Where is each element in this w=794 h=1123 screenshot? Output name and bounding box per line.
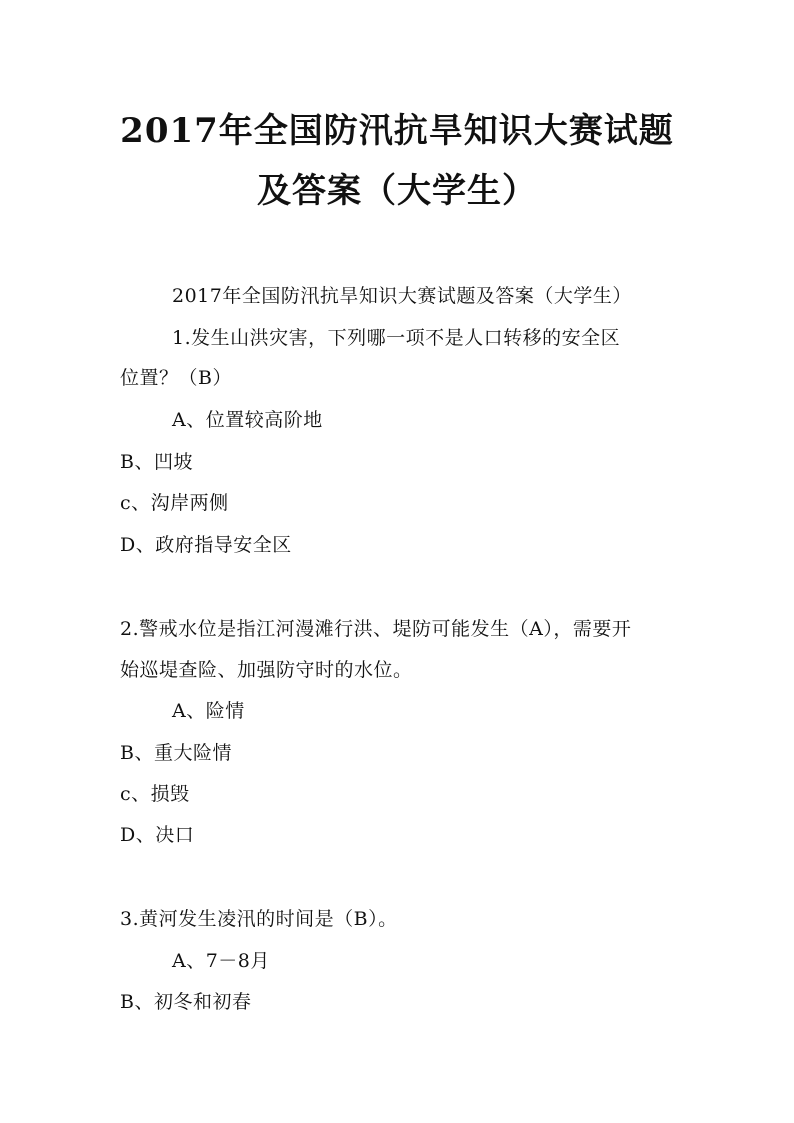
question-1-option-c: c、沟岸两侧 — [120, 492, 229, 514]
document-subtitle: 2017年全国防汛抗旱知识大赛试题及答案（大学生） — [172, 285, 632, 307]
document-title-line-2: 及答案（大学生） — [257, 171, 537, 211]
question-2-option-c: c、损毁 — [120, 783, 190, 805]
question-1-option-a: A、位置较高阶地 — [172, 409, 323, 431]
question-1-option-d: D、政府指导安全区 — [120, 534, 292, 556]
question-2-stem-line-2: 始巡堤查险、加强防守时的水位。 — [120, 659, 413, 681]
question-2-option-a: A、险情 — [172, 700, 245, 722]
question-2-stem-line-1: 2.警戒水位是指江河漫滩行洪、堤防可能发生（A），需要开 — [120, 618, 632, 640]
question-1-stem-line-2: 位置？（B） — [120, 367, 232, 389]
document-title-line-1: 2017年全国防汛抗旱知识大赛试题 — [120, 111, 674, 151]
question-3-option-a: A、7－8月 — [172, 950, 270, 972]
question-1-option-b: B、凹坡 — [120, 451, 193, 473]
question-3-stem: 3.黄河发生凌汛的时间是（B）。 — [120, 908, 398, 930]
question-3-option-b: B、初冬和初春 — [120, 991, 252, 1013]
question-1-stem-line-1: 1.发生山洪灾害，下列哪一项不是人口转移的安全区 — [172, 327, 621, 349]
question-2-option-d: D、决口 — [120, 824, 195, 846]
question-2-option-b: B、重大险情 — [120, 742, 232, 764]
